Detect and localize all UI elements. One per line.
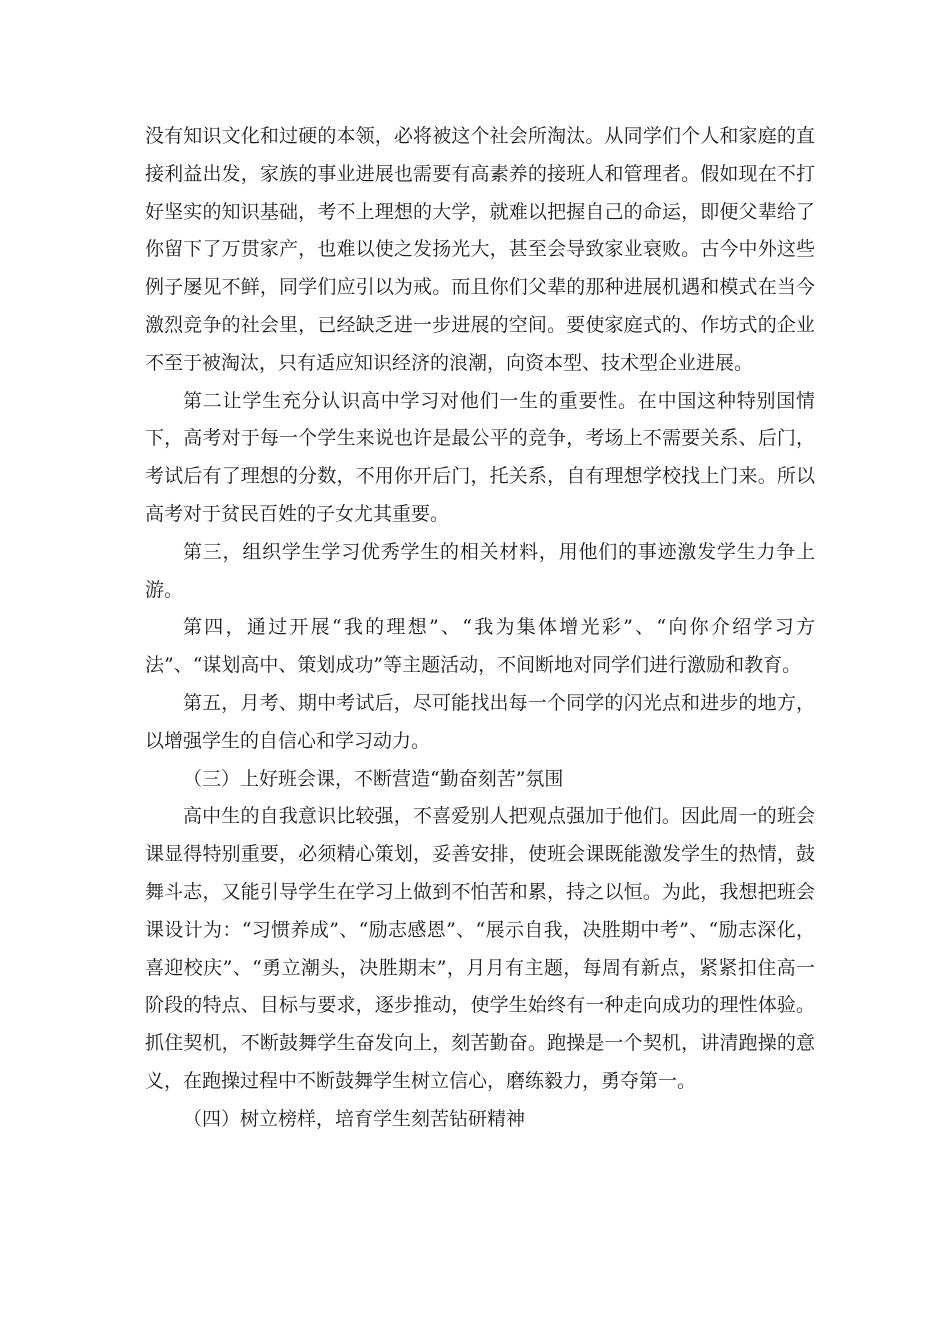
section-heading: （三）上好班会课，不断营造“勤奋刻苦”氛围 [183, 767, 564, 790]
body-paragraph: 第二让学生充分认识高中学习对他们一生的重要性。在中国这种特别国情下，高考对于每一个学生来说也许是最公平的竞争，考场上不需要关系、后门，考试后有了理想的分数，不用你开后门，托关系，自有理想学校找上门来。所以高考对于贫民百姓的子女尤其重要。 [145, 389, 815, 525]
document-body [145, 118, 815, 1139]
body-paragraph: 第四，通过开展“我的理想”、“我为集体增光彩”、“向你介绍学习方法”、“谋划高中、策划成功”等主题活动，不间断地对同学们进行激励和教育。 [145, 616, 815, 677]
body-paragraph: 高中生的自我意识比较强，不喜爱别人把观点强加于他们。因此周一的班会课显得特别重要，必须精心策划，妥善安排，使班会课既能激发学生的热情，鼓舞斗志，又能引导学生在学习上做到不怕苦和累，持之以恒。为此，我想把班会课设计为：“习惯养成”、“励志感恩”、“展示自我，决胜期中考”、“励志深化，喜迎校庆”、“勇立潮头，决胜期末”，月月有主题，每周有新点，紧紧扣住高一阶段的特点、目标与要求，逐步推动，使学生始终有一种走向成功的理性体验。抓住契机，不断鼓舞学生奋发向上，刻苦勤奋。跑操是一个契机，讲清跑操的意义，在跑操过程中不断鼓舞学生树立信心，磨练毅力，勇夺第一。 [145, 805, 815, 1092]
body-paragraph: 第五，月考、期中考试后，尽可能找出每一个同学的闪光点和进步的地方，以增强学生的自信心和学习动力。 [145, 691, 815, 752]
body-paragraph: 第三，组织学生学习优秀学生的相关材料，用他们的事迹激发学生力争上游。 [145, 540, 815, 601]
section-heading: （四）树立榜样，培育学生刻苦钻研精神 [183, 1107, 526, 1130]
body-paragraph: 没有知识文化和过硬的本领，必将被这个社会所淘汰。从同学们个人和家庭的直接利益出发，家族的事业进展也需要有高素养的接班人和管理者。假如现在不打好坚实的知识基础，考不上理想的大学，就难以把握自己的命运，即便父辈给了你留下了万贯家产，也难以使之发扬光大，甚至会导致家业衰败。古今中外这些例子屡见不鲜，同学们应引以为戒。而且你们父辈的那种进展机遇和模式在当今激烈竞争的社会里，已经缺乏进一步进展的空间。要使家庭式的、作坊式的企业不至于被淘汰，只有适应知识经济的浪潮，向资本型、技术型企业进展。 [145, 125, 815, 374]
